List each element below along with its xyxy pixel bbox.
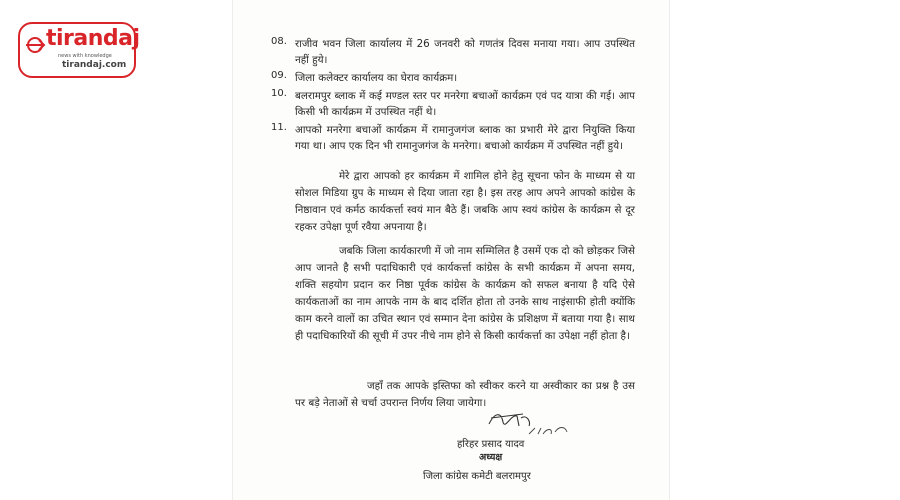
letter-paragraph: जबकि जिला कार्यकारणी में जो नाम सम्मिलित है उसमें एक दो को छोड़कर जिसे आप जानते है सभी पदाधिकारी एवं कार्यकर्त्ता कांग्रेस के सभी कार्यक्रम में अपना समय, शक्ति सहयोग प्रदान कर निष्ठा पूर्वक कांग्रेस के कार्यक्रम को सफल बनाया है यदि ऐसे कार्यकताओं का नाम आपके नाम के बाद दर्शित होता तो उनके साथ नाइंसाफी होती क्योंकि काम करने वालों का उचित स्थान एवं सम्मान देना कांग्रेस के प्रशिक्षण में बताया गया है। साथ ही पदाधिकारियों की सूची में उपर नीचे नाम होने से किसी कार्यकर्त्ता का उपेक्षा नहीं होता है।	[295, 245, 635, 342]
item-text: आपको मनरेगा बचाओं कार्यक्रम में रामानुजगंज ब्लाक का प्रभारी मेरे द्वारा नियुक्ति किया गया था। आप एक दिन भी रामानुजगंज के मनरेगा। बचाओ कार्यक्रम में उपस्थित नहीं हुये।	[295, 124, 635, 152]
item-number: 09.	[271, 70, 287, 81]
item-number: 11.	[271, 122, 287, 133]
handwritten-signature	[483, 404, 573, 438]
logo-url: tirandaj.com	[62, 60, 127, 70]
signatory-title: अध्यक्ष	[479, 452, 503, 463]
logo-tagline: news with knowledge	[58, 53, 112, 59]
item-number: 08.	[271, 36, 287, 47]
logo-name: tirandaj	[46, 26, 140, 51]
letter-paragraph: जहाँ तक आपके इस्तिफा को स्वीकर करने या अस्वीकार का प्रश्न है उस पर बड़े नेताओं से चर्चा उपरान्त निर्णय लिया जायेगा।	[295, 380, 635, 409]
signatory-organization: जिला कांग्रेस कमेटी बलरामपुर	[423, 471, 531, 482]
item-text: बलरामपुर ब्लाक में कई मण्डल स्तर पर मनरेगा बचाओं कार्यक्रम एवं पद यात्रा की गई। आप किसी भी कार्यक्रम में उपस्थित नहीं थे।	[295, 90, 635, 118]
tirandaj-logo	[18, 22, 140, 78]
signatory-name: हरिहर प्रसाद यादव	[457, 439, 525, 450]
item-number: 10.	[271, 88, 287, 99]
arrow-icon	[24, 34, 46, 56]
item-text: जिला कलेक्टर कार्यालय का घेराव कार्यक्रम।	[295, 72, 458, 84]
item-text: राजीव भवन जिला कार्यालय में 26 जनवरी को गणतंत्र दिवस मनाया गया। आप उपस्थित नहीं हुये।	[295, 38, 635, 66]
letter-page	[232, 0, 670, 500]
letter-paragraph: मेरे द्वारा आपको हर कार्यक्रम में शामिल होने हेतु सूचना फोन के माध्यम से या सोशल मिडिया ग्रुप के माध्यम से दिया जाता रहा है। इस तरह आप अपने आपको कांग्रेस के निष्ठावान एवं कर्मठ कार्यकर्त्ता स्वयं मान बैठे हैं। जबकि आप स्वयं कांग्रेस के कार्यक्रम से दूर रहकर उपेक्षा पूर्ण रवैया अपनाया है।	[295, 170, 635, 233]
